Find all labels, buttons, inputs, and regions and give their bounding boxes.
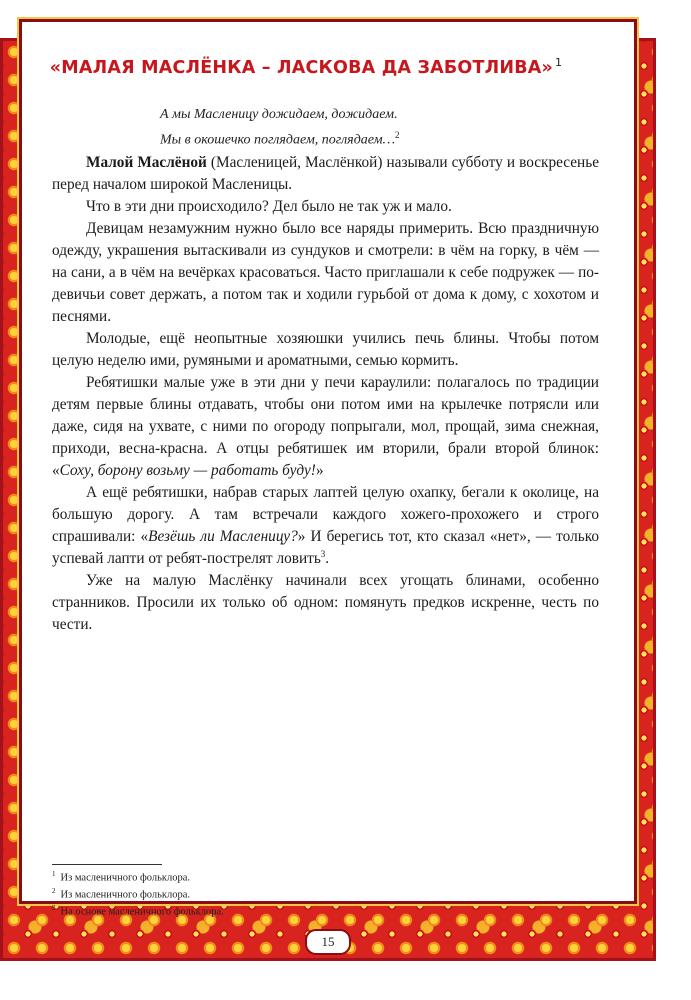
epigraph [160,104,520,151]
quote-italic: Соху, борону возьму — работать буду! [59,462,316,479]
epigraph-line: А мы Масленицу дожидаем, дожидаем. [160,107,398,122]
paragraph: Девицам незамужним нужно было все наряды примерить. Всю праздничную одежду, украшения вытаскивали из сундуков и смотрели: в чём на горку, в чём — на сани, а в чём на вечёрках красоваться. Часто приглашали к себе подружек — по-девичьи совет держать, а потом так и ходили гурьбой от дома к дому, с хохотом и песнями. [52,220,599,325]
epigraph-footnote-ref: 2 [395,130,400,140]
article-body [52,152,599,636]
paragraph: А ещё ребятишки, набрав старых лаптей целую охапку, бегали к околице, на большую дорогу. А там встречали каждого хожего-прохожего и строго спрашивали: «Везёшь ли Масленицу?» И берегись тот, кто сказал «нет», — только успевай лапти от ребят-пострелят ловить$^3$. [52,484,599,567]
term-bold: Малой Маслёной [86,154,207,171]
footnote: $^3$ На основе масленичного фольклора. [52,904,224,918]
footnote-divider [52,864,162,865]
quote-italic: Везёшь ли Масленицу? [148,528,298,545]
paragraph: Ребятишки малые уже в эти дни у печи караулили: полагалось по традиции детям первые блины отдавать, чтобы они потом ими на крылечке потрясли или даже, сидя на ухвате, с ними по огороду попрыгали, мол, прощай, зима снежная, приходи, весна-красна. А отцы ребятишек им вторили, брали второй блинок: «Соху, борону возьму — работать буду!» [52,374,599,479]
footnote-ref: 3 [320,548,326,559]
page-title-text: «МАЛАЯ МАСЛЁНКА – ЛАСКОВА ДА ЗАБОТЛИВА» [49,57,554,78]
page-title [30,56,582,78]
epigraph-line: Мы в окошечко поглядаем, поглядаем…$^2$ [160,130,400,148]
paragraph: Что в эти дни происходило? Дел было не так уж и мало. [86,198,452,215]
paragraph: Молодые, ещё неопытные хозяюшки учились печь блины. Чтобы потом целую неделю ими, румяными и ароматными, семью кормить. [52,330,599,369]
paragraph: Уже на малую Маслёнку начинали всех угощать блинами, особенно странников. Просили их только об одном: помянуть предков искренне, честь по чести. [52,572,599,633]
footnotes [52,868,452,919]
paragraph: Малой Маслёной (Масленицей, Маслёнкой) называли субботу и воскресенье перед началом широкой Масленицы. [52,154,599,193]
page-number: 15 [305,929,351,955]
footnote: $^2$ Из масленичного фольклора. [52,887,191,901]
title-footnote-ref: 1 [555,56,563,69]
footnote: $^1$ Из масленичного фольклора. [52,870,191,884]
